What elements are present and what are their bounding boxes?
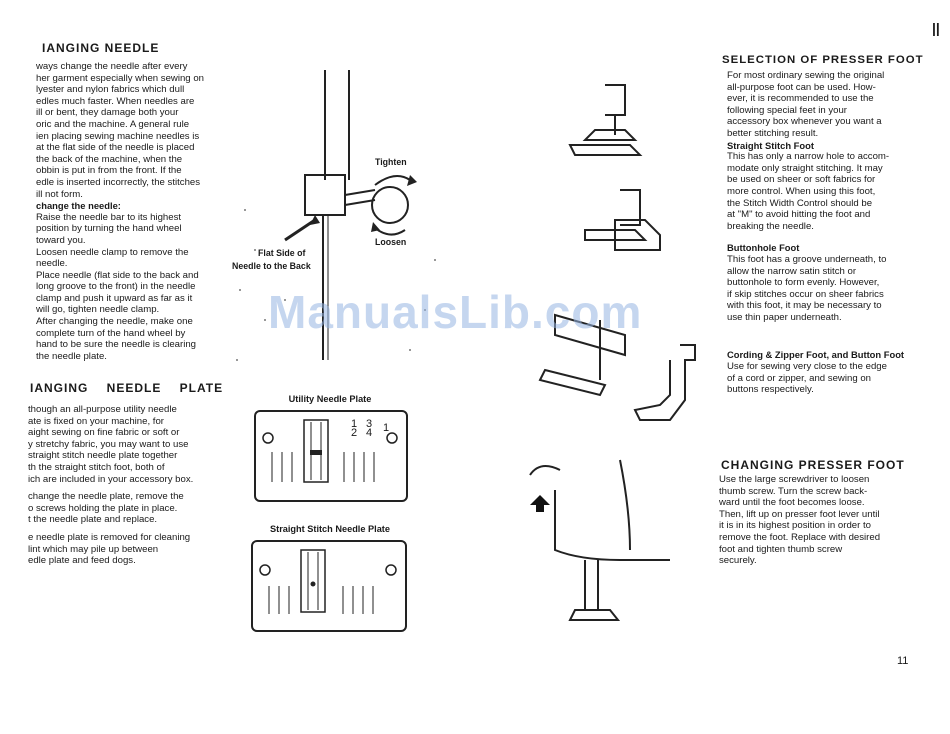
text-line: ate is fixed on your machine, for [28,415,164,427]
text-line: following special feet in your [727,104,847,116]
plate-mark-4: 4 [366,427,373,439]
text-line: needle. [36,258,68,270]
changing-needle-text [36,61,218,362]
utility-plate-label: Utility Needle Plate [288,394,372,404]
section-heading-changing-presser-foot: CHANGING PRESSER FOOT [721,458,905,472]
loosen-label: Loosen [375,237,407,247]
text-line: if skip stitches occur on sheer fabrics [727,288,884,300]
text-line: more control. When using this foot, [727,185,876,197]
corner-mark: || [932,20,940,36]
text-line: her garment especially when sewing on [36,72,204,84]
text-line: of a cord or zipper, and sewing on [727,372,871,384]
text-line: it is in its highest position in order to [719,520,871,532]
text-line: Raise the needle bar to its highest [36,211,182,223]
subheading-cording-zipper-foot: Cording & Zipper Foot, and Button Foot [727,349,905,361]
text-line: aight sewing on fine fabric or soft or [28,427,180,439]
text-line: lint which may pile up between [28,543,159,555]
text-line: e needle plate is removed for cleaning [28,531,191,543]
watermark: ManualsLib.com [268,286,643,338]
text-line: edle is inserted incorrectly, the stitches [36,176,201,188]
text-line: th the straight stitch foot, both of [28,461,165,473]
page-number: 11 [897,655,909,667]
text-line: This has only a narrow hole to accom- [727,151,890,163]
text-line: the back of the machine, when the [36,153,183,165]
text-line: long groove to the front) in the needle [36,281,196,293]
text-line: toward you. [36,234,86,246]
text-line: securely. [719,555,757,567]
subheading-straight-stitch-foot: Straight Stitch Foot [727,139,814,151]
text-line: modate only straight stitching. It may [727,162,883,174]
up-arrow-icon [530,495,550,512]
plate-mark-2: 2 [351,427,358,439]
presser-feet-illustration [525,70,725,450]
text-line: at "M" to avoid hitting the foot and [727,209,871,221]
tighten-label: Tighten [375,157,407,167]
text-line: obbin is put in from the front. If the [36,165,182,177]
text-line: t the needle plate and replace. [28,514,158,526]
text-line: Use the large screwdriver to loosen [719,474,870,485]
straight-plate-drawing [253,542,405,630]
flat-side-label-2: Needle to the Back [232,261,311,271]
plate-mark-1: 1 [351,418,358,430]
subheading-buttonhole-foot: Buttonhole Foot [727,242,800,254]
text-line: clamp and push it upward as far as it [36,292,193,304]
text-line: ich are included in your accessory box. [28,473,194,485]
steps-list [36,212,218,363]
text-line: allow the narrow satin stitch or [727,265,857,277]
text-line: y stretchy fabric, you may want to use [28,438,189,450]
text-line: at the flat side of the needle is placed [36,142,195,154]
text-line: use thin paper underneath. [727,311,842,323]
subheading-change-needle: change the needle: [36,200,121,212]
text-line: the Stitch Width Control should be [727,197,873,209]
text-line: ever, it is recommended to use the [727,93,874,105]
text-line: change the needle plate, remove the [28,491,184,503]
text-line: Then, lift up on presser foot lever until [719,508,880,520]
section-heading-changing-needle: IANGING NEEDLE [42,41,160,55]
selection-presser-foot-text [727,70,907,396]
text-line: thumb screw. Turn the screw back- [719,485,868,497]
text-line: After changing the needle, make one [36,316,193,328]
text-line: Use for sewing very close to the edge [727,361,887,373]
text-line: For most ordinary sewing the original [727,70,885,81]
text-line: lyester and nylon fabrics which dull [36,84,185,96]
text-line: ien placing sewing machine needles is [36,130,200,142]
text-line: with this foot, it may be necessary to [727,300,882,312]
text-line: This foot has a groove underneath, to [727,253,887,265]
text-line: foot and tighten thumb screw [719,543,843,555]
text-line: be used on sheer or soft fabrics for [727,174,876,186]
changing-presser-foot-text [719,474,899,567]
text-line: o screws holding the plate in place. [28,502,178,514]
text-line: will go, tighten needle clamp. [36,304,160,316]
plate-mark-3: 3 [366,418,373,430]
text-line: ward until the foot becomes loose. [719,497,865,509]
text-line: breaking the needle. [727,220,814,232]
section-heading-selection-presser-foot: SELECTION OF PRESSER FOOT [722,54,924,66]
text-line: edles much faster. When needles are [36,95,195,107]
plate-mark-5: 1 [383,422,390,434]
text-line: straight stitch needle plate together [28,450,178,462]
text-line: oric and the machine. A general rule [36,118,190,130]
text-line: ill or bent, they damage both your [36,107,179,119]
text-line: buttons respectively. [727,384,814,396]
text-line: complete turn of the hand wheel by [36,327,186,339]
text-line: hand to be sure the needle is clearing [36,339,197,351]
text-line: accessory box whenever you want a [727,116,882,128]
flat-side-label-1: Flat Side of [258,248,306,258]
text-line: ways change the needle after every [36,61,188,72]
text-line: Loosen needle clamp to remove the [36,246,189,258]
straight-stitch-needle-plate [251,540,407,632]
text-line: buttonhole to form evenly. However, [727,277,880,289]
text-line: the needle plate. [36,350,107,362]
changing-plate-text [28,404,208,567]
text-line: position by turning the hand wheel [36,223,182,235]
text-line: all-purpose foot can be used. How- [727,81,876,93]
text-line: Place needle (flat side to the back and [36,269,199,281]
straight-plate-label: Straight Stitch Needle Plate [270,524,390,534]
text-line: edle plate and feed dogs. [28,555,136,567]
text-line: remove the foot. Replace with desired [719,531,881,543]
text-line: better stitching result. [727,127,819,139]
changing-foot-illustration [520,450,680,640]
text-line: ill not form. [36,188,83,200]
section-heading-changing-needle-plate: IANGING NEEDLE PLATE [30,381,224,395]
text-line: though an all-purpose utility needle [28,404,177,415]
